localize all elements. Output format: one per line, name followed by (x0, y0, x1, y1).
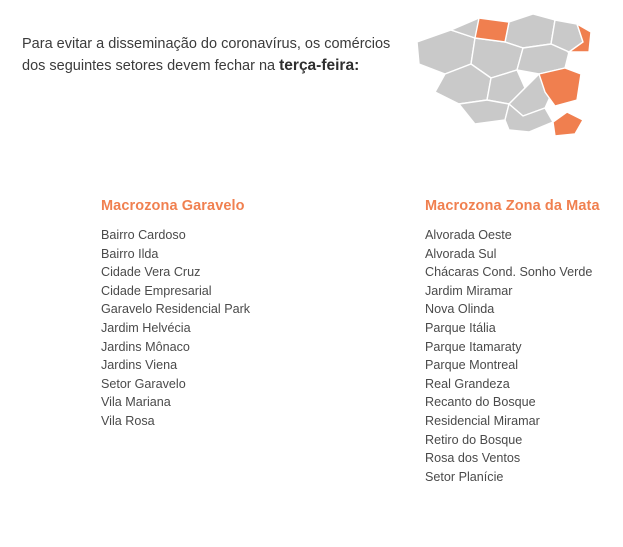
map-region-grey-3 (505, 14, 555, 48)
map-svg (405, 8, 605, 140)
list-item: Retiro do Bosque (425, 432, 523, 447)
sector-columns (101, 198, 623, 486)
headline-line-2-prefix: dos seguintes setores devem fechar na (22, 58, 280, 74)
list-item: Alvorada Oeste (425, 228, 512, 242)
list-item: Recanto do Bosque (425, 395, 536, 410)
goiania-macrozones-map (405, 8, 605, 140)
list-item: Jardim Miramar (425, 283, 513, 298)
column-garavelo (101, 198, 306, 486)
sector-list (101, 226, 306, 431)
list-item: Setor Garavelo (101, 376, 186, 391)
headline (22, 34, 392, 77)
list-item: Cidade Empresarial (101, 283, 212, 298)
map-region-highlight-4 (553, 112, 583, 136)
list-item: Nova Olinda (425, 302, 495, 317)
column-title: Macrozona Garavelo (101, 198, 245, 214)
list-item: Jardim Helvécia (101, 320, 191, 335)
list-item: Bairro Cardoso (101, 228, 186, 242)
list-item: Alvorada Sul (425, 246, 497, 261)
sector-list (425, 226, 623, 486)
column-zona-da-mata (425, 198, 623, 486)
list-item: Vila Rosa (101, 413, 155, 428)
list-item: Jardins Mônaco (101, 339, 190, 354)
list-item: Parque Itália (425, 320, 496, 335)
headline-line-1: Para evitar a disseminação do coronavírus, os comércios (22, 36, 391, 52)
column-title: Macrozona Zona da Mata (425, 198, 600, 214)
list-item: Parque Itamaraty (425, 339, 522, 354)
list-item: Garavelo Residencial Park (101, 302, 251, 317)
list-item: Setor Planície (425, 469, 504, 484)
map-region-grey-9 (459, 100, 509, 124)
list-item: Vila Mariana (101, 395, 171, 410)
list-item: Cidade Vera Cruz (101, 265, 201, 280)
list-item: Chácaras Cond. Sonho Verde (425, 265, 593, 280)
header (22, 34, 392, 77)
list-item: Real Grandeza (425, 376, 510, 391)
map-region-highlight-1 (475, 18, 509, 42)
headline-emphasis: terça-feira: (279, 57, 360, 74)
list-item: Rosa dos Ventos (425, 451, 521, 466)
list-item: Parque Montreal (425, 358, 519, 373)
list-item: Bairro Ilda (101, 246, 159, 261)
list-item: Jardins Viena (101, 358, 178, 373)
list-item: Residencial Miramar (425, 413, 540, 428)
